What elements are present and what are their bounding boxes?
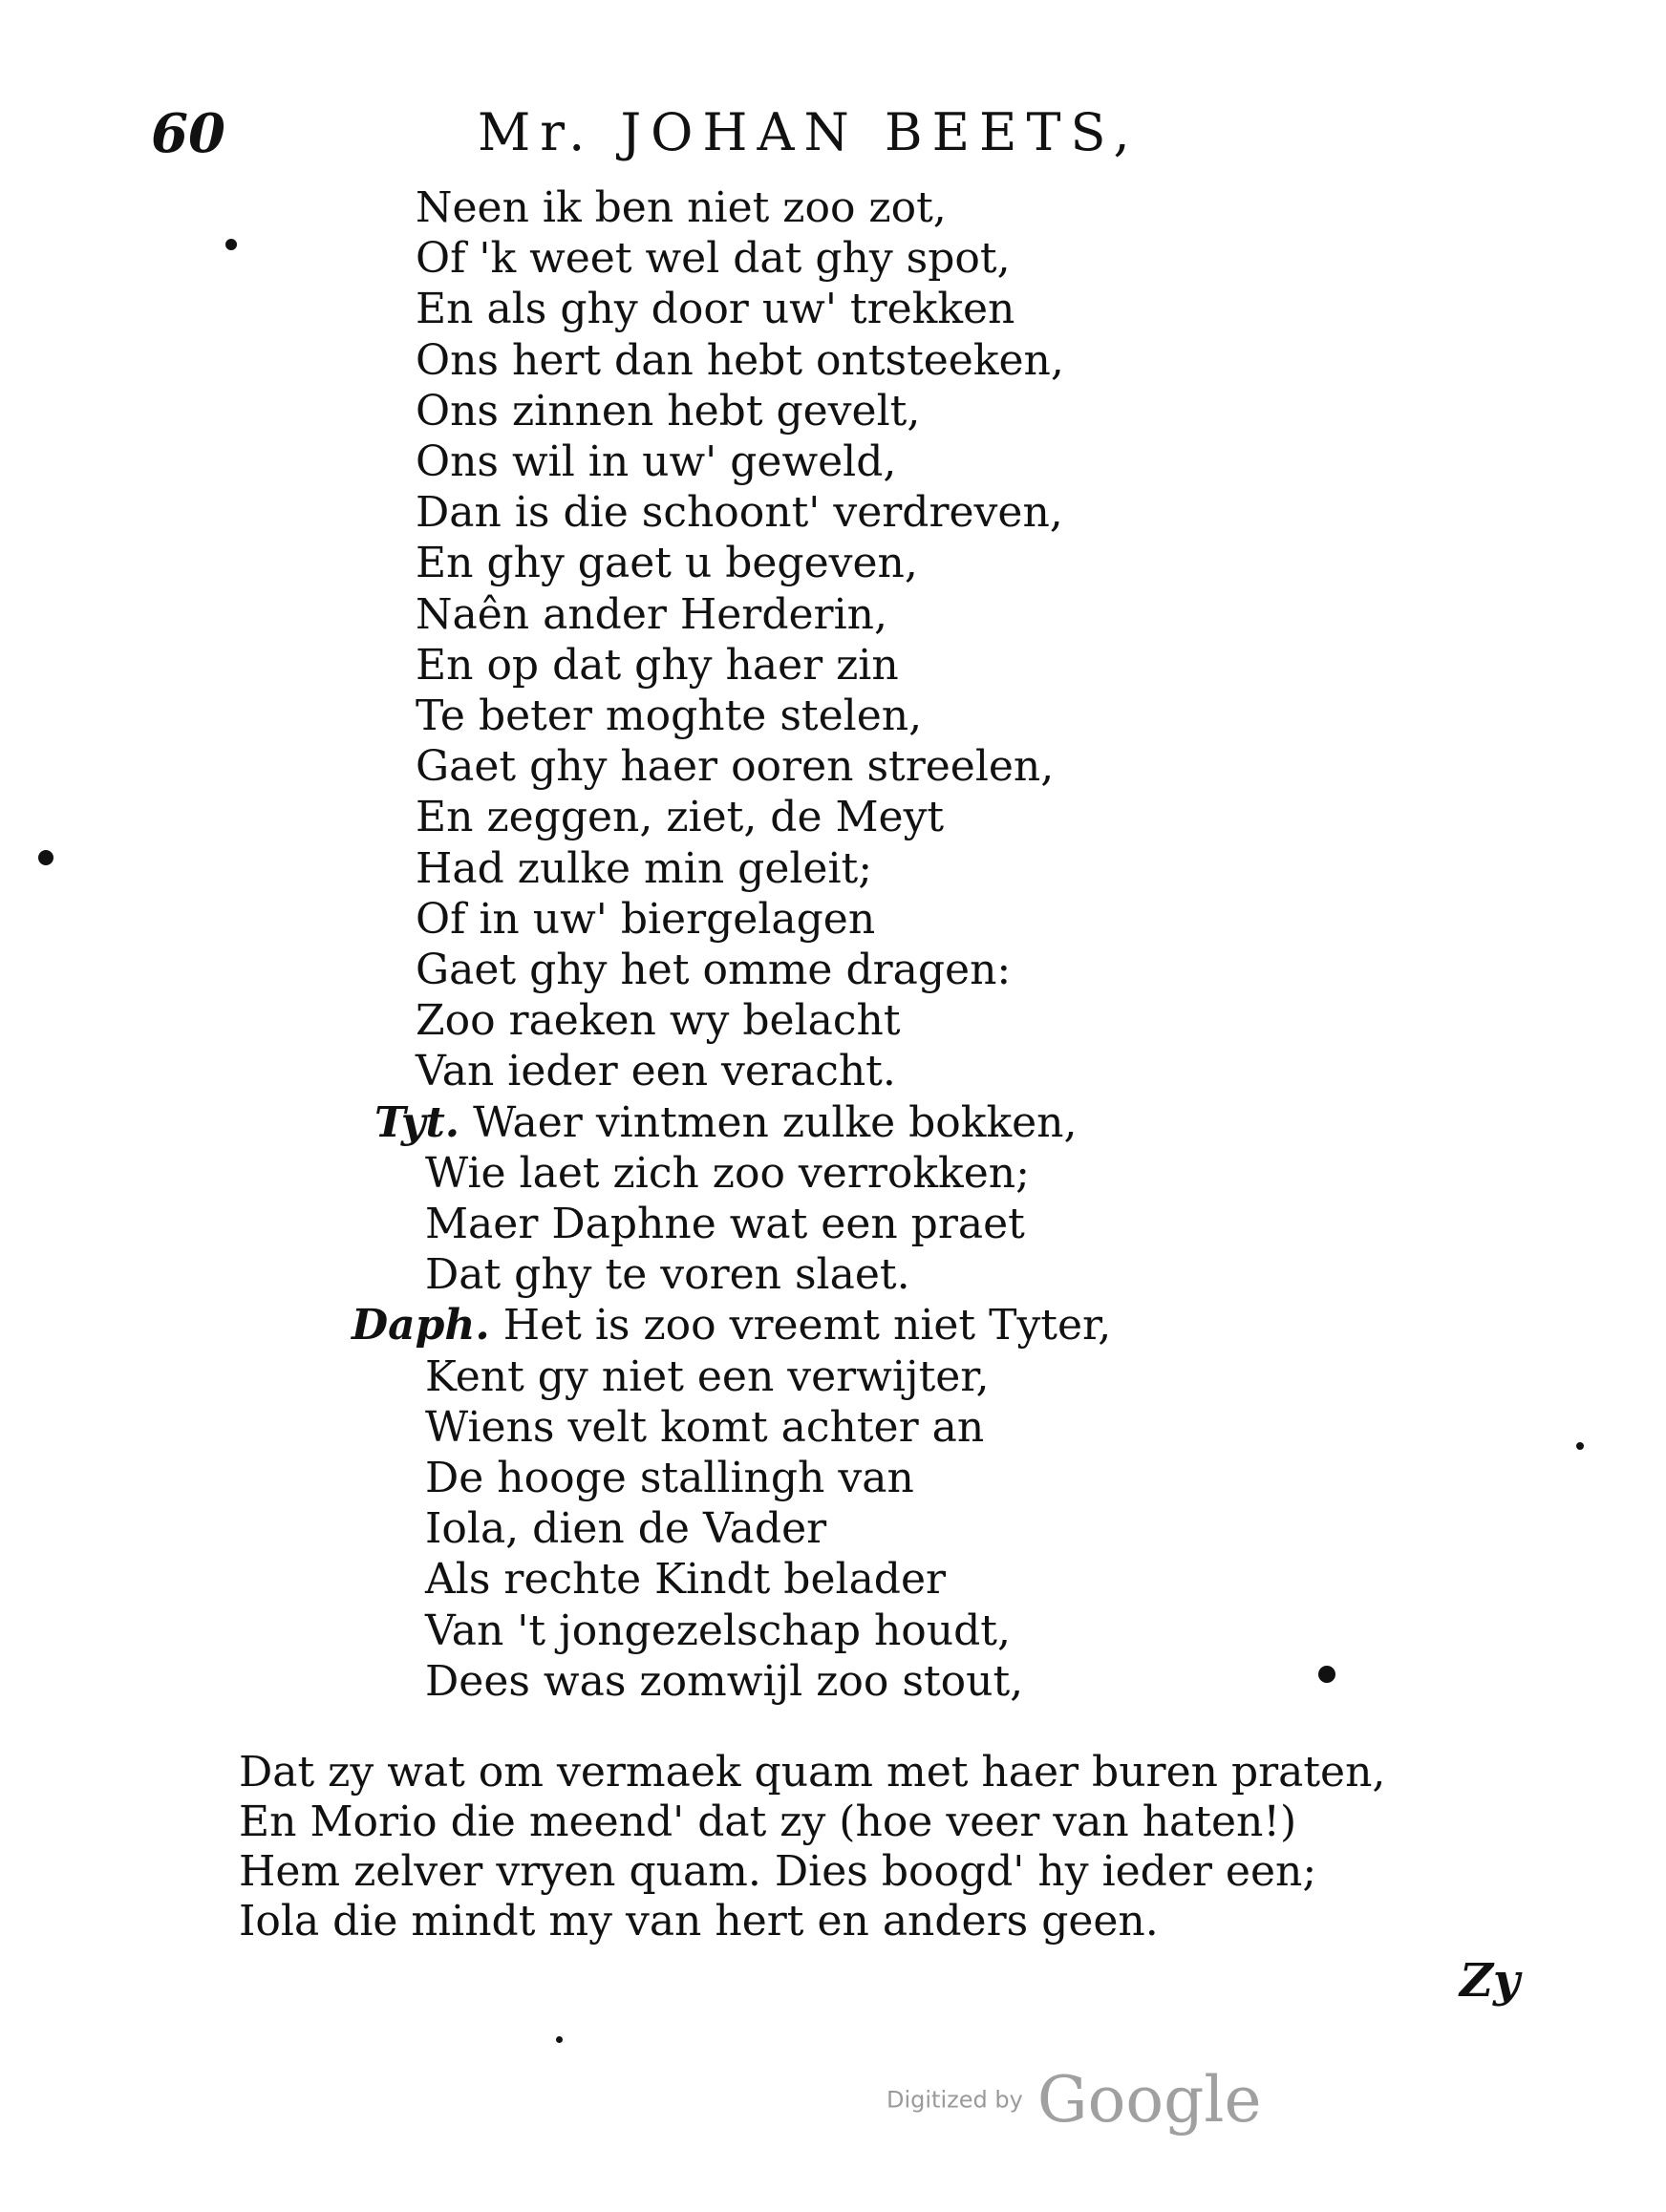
catchword: Zy <box>1460 1954 1520 2008</box>
verse-text: Naên ander Herderin, <box>416 589 887 639</box>
ink-speck <box>1576 1442 1584 1450</box>
verse-text: Of 'k weet wel dat ghy spot, <box>416 234 1011 284</box>
verse-line <box>416 488 1063 538</box>
running-head: Mr. JOHAN BEETS, <box>478 102 1140 162</box>
verse-text: Kent gy niet een verwijter, <box>425 1351 990 1401</box>
verse-line <box>416 285 1015 334</box>
couplet-line: Hem zelver vryen quam. Dies boogd' hy ieder een; <box>239 1847 1317 1896</box>
verse-text: Of in uw' biergelagen <box>416 894 876 944</box>
verse-text: Ons hert dan hebt ontsteeken, <box>416 335 1064 385</box>
verse-text: Als rechte Kindt belader <box>425 1555 947 1605</box>
verse-line <box>425 1200 1025 1248</box>
verse-line <box>416 996 901 1046</box>
verse-line <box>425 1504 827 1554</box>
verse-text: Dan is die schoont' verdreven, <box>416 488 1063 538</box>
verse-line <box>425 1555 947 1605</box>
digitized-label: Digitized by <box>886 2086 1023 2114</box>
verse-line <box>416 946 1012 994</box>
google-logo: Google <box>1036 2063 1262 2137</box>
verse-text: Te beter moghte stelen, <box>416 691 923 740</box>
verse-line <box>416 1047 896 1096</box>
speaker-verse-line <box>352 1301 1112 1351</box>
verse-text: Wie laet zich zoo verrokken; <box>425 1148 1030 1198</box>
speaker-verse-line <box>374 1097 1078 1147</box>
couplet-line: Iola die mindt my van hert en anders geen. <box>239 1897 1159 1946</box>
digitized-watermark <box>886 2063 1262 2137</box>
speaker-name: Tyt. <box>374 1097 460 1147</box>
verse-line <box>425 1250 910 1300</box>
verse-text: En ghy gaet u begeven, <box>416 539 918 588</box>
verse-text: En zeggen, ziet, de Meyt <box>416 793 945 842</box>
verse-text: Zoo raeken wy belacht <box>416 996 901 1046</box>
verse-text: Van 't jongezelschap houdt, <box>425 1606 1011 1655</box>
speaker-name: Daph. <box>352 1301 490 1351</box>
verse-line <box>416 589 887 639</box>
verse-line <box>425 1351 990 1401</box>
verse-line <box>416 640 899 690</box>
verse-text: Het is zoo vreemt niet Tyter, <box>502 1301 1112 1351</box>
verse-line <box>425 1454 914 1502</box>
verse-line <box>425 1402 985 1452</box>
ink-speck <box>38 850 53 865</box>
verse-text: Gaet ghy het omme dragen: <box>416 946 1012 994</box>
verse-text: En op dat ghy haer zin <box>416 640 899 690</box>
verse-line <box>416 234 1011 284</box>
ink-speck <box>225 239 237 250</box>
verse-line <box>416 437 897 486</box>
ink-speck <box>556 2036 563 2043</box>
verse-text: Dees was zomwijl zoo stout, <box>425 1656 1024 1706</box>
verse-text: De hooge stallingh van <box>425 1454 914 1502</box>
verse-text: Iola, dien de Vader <box>425 1504 827 1554</box>
verse-text: Maer Daphne wat een praet <box>425 1200 1025 1248</box>
verse-line <box>425 1606 1011 1655</box>
verse-line <box>416 183 947 232</box>
verse-text: Neen ik ben niet zoo zot, <box>416 183 947 232</box>
verse-text: Waer vintmen zulke bokken, <box>473 1097 1078 1147</box>
verse-line <box>416 843 873 893</box>
page-number: 60 <box>151 102 225 165</box>
verse-text: Ons wil in uw' geweld, <box>416 437 897 486</box>
verse-line <box>416 894 876 944</box>
couplet-line: En Morio die meend' dat zy (hoe veer van haten!) <box>239 1797 1297 1846</box>
verse-line <box>425 1656 1024 1706</box>
verse-line <box>416 335 1064 385</box>
verse-text: Wiens velt komt achter an <box>425 1402 985 1452</box>
verse-line <box>416 793 945 842</box>
verse-line <box>425 1148 1030 1198</box>
ink-speck <box>1318 1666 1335 1683</box>
verse-line <box>416 691 923 740</box>
verse-line <box>416 742 1055 792</box>
verse-line <box>416 539 918 588</box>
verse-text: Gaet ghy haer ooren streelen, <box>416 742 1055 792</box>
verse-text: Ons zinnen hebt gevelt, <box>416 386 921 436</box>
verse-line <box>416 386 921 436</box>
verse-text: Had zulke min geleit; <box>416 843 873 893</box>
verse-text: Van ieder een veracht. <box>416 1047 896 1096</box>
verse-text: En als ghy door uw' trekken <box>416 285 1015 334</box>
verse-text: Dat ghy te voren slaet. <box>425 1250 910 1300</box>
couplet-line: Dat zy wat om vermaek quam met haer buren praten, <box>239 1748 1386 1797</box>
